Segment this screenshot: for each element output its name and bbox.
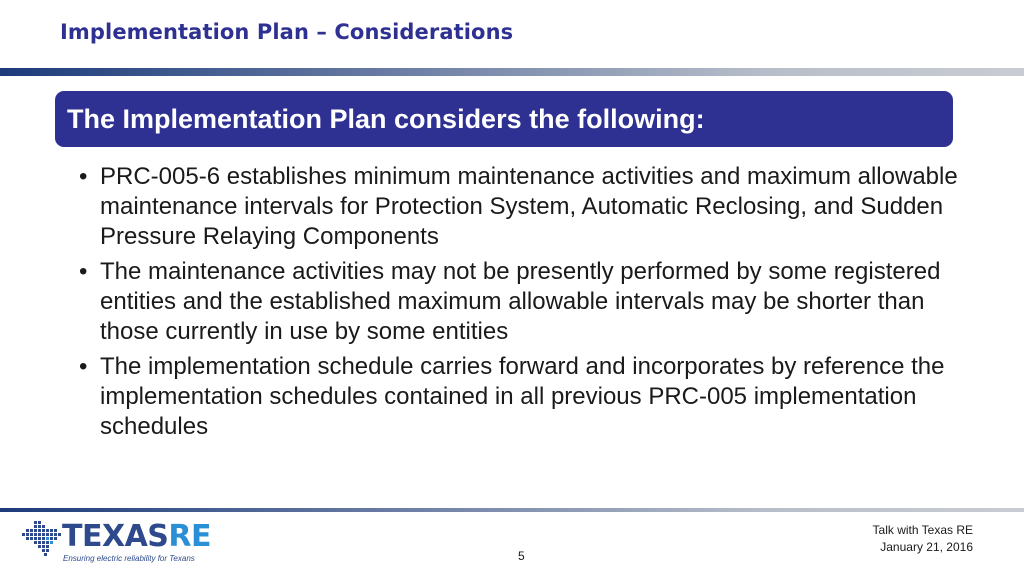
texas-map-icon bbox=[22, 519, 62, 561]
page-number: 5 bbox=[518, 549, 525, 563]
bullet-list bbox=[70, 162, 960, 447]
logo-tagline: Ensuring electric reliability for Texans bbox=[63, 554, 195, 563]
bullet-text: PRC-005-6 establishes minimum maintenance activities and maximum allowable maintenance intervals for Protection System, Automatic Reclosing, and Sudden Pressure Relaying Components bbox=[100, 163, 958, 250]
footer-info bbox=[873, 522, 973, 556]
texas-re-logo bbox=[22, 519, 212, 565]
banner-heading: The Implementation Plan considers the following: bbox=[67, 103, 705, 134]
bottom-divider bbox=[0, 508, 1024, 512]
bullet-text: The maintenance activities may not be presently performed by some registered entities and the established maximum allowable intervals may be shorter than those currently in use by some entities bbox=[100, 258, 941, 345]
slide-title: Implementation Plan – Considerations bbox=[60, 20, 514, 44]
top-divider bbox=[0, 68, 1024, 76]
bullet-icon: • bbox=[79, 258, 88, 285]
footer-event: Talk with Texas RE bbox=[872, 523, 973, 537]
section-banner bbox=[55, 91, 953, 147]
logo-wordmark: TEXASRE bbox=[62, 519, 212, 554]
bullet-text: The implementation schedule carries forward and incorporates by reference the implementation schedules contained in all previous PRC-005 implementation schedules bbox=[100, 353, 945, 440]
bullet-item bbox=[70, 257, 960, 347]
bullet-icon: • bbox=[79, 163, 88, 190]
footer-date: January 21, 2016 bbox=[880, 540, 973, 554]
bullet-item bbox=[70, 162, 960, 252]
bullet-icon: • bbox=[79, 353, 88, 380]
bullet-item bbox=[70, 352, 960, 442]
